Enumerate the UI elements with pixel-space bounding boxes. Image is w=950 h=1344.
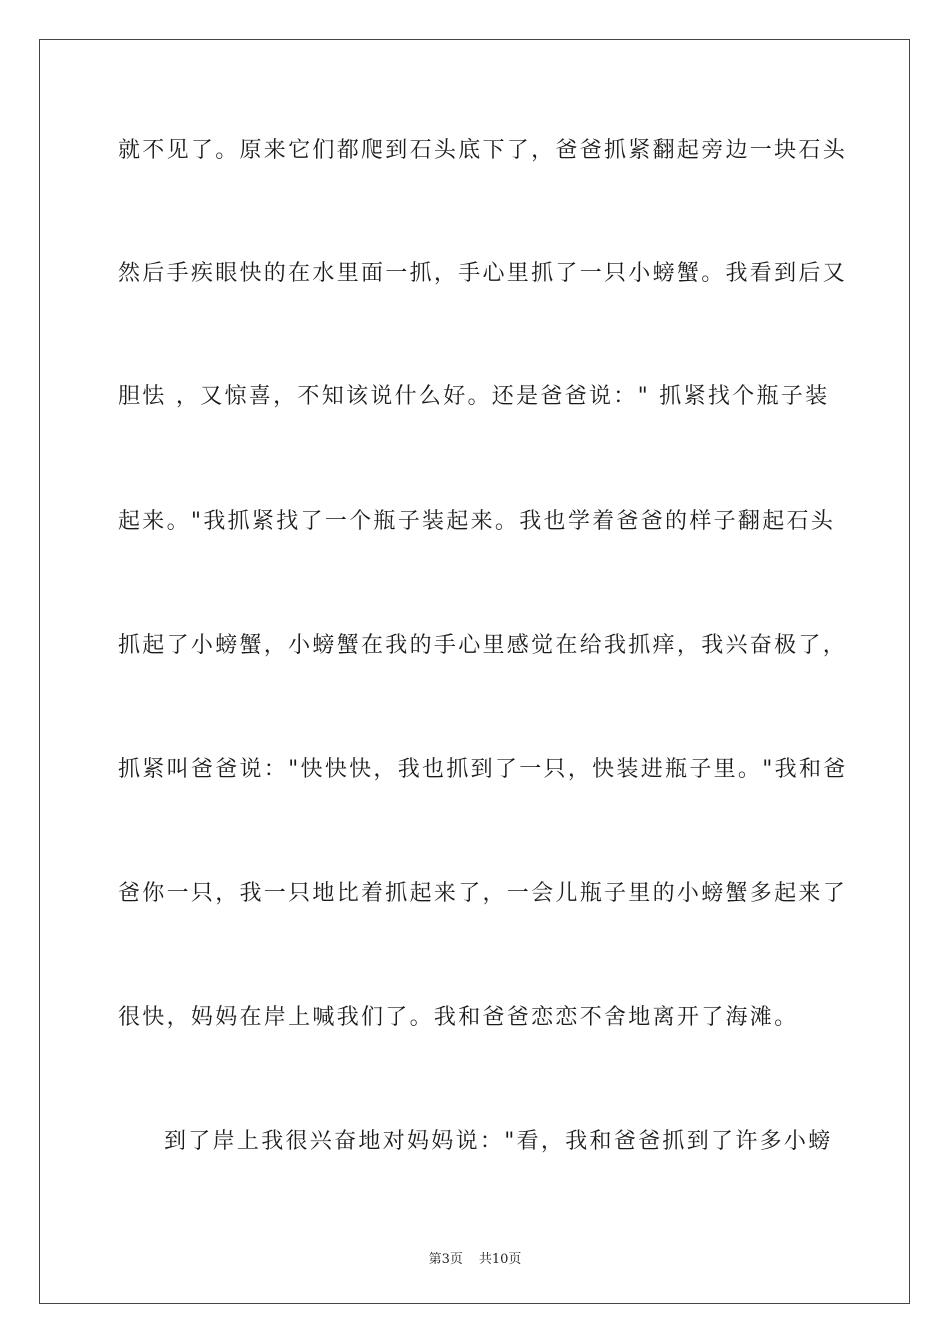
page-footer (0, 1248, 950, 1267)
body-line-7: 爸你一只，我一只地比着抓起来了，一会儿瓶子里的小螃蟹多起来了 (118, 881, 848, 906)
body-line-5: 抓起了小螃蟹，小螃蟹在我的手心里感觉在给我抓痒，我兴奋极了， (118, 633, 848, 658)
body-line-4: 起来。"我抓紧找了一个瓶子装起来。我也学着爸爸的样子翻起石头 (118, 509, 836, 534)
page-number: 第3页 (428, 1252, 463, 1267)
body-line-3: 胆怯 ，又惊喜，不知该说什么好。还是爸爸说：" 抓紧找个瓶子装 (118, 384, 830, 409)
page-total: 共10页 (478, 1252, 522, 1267)
page-border (39, 39, 910, 1304)
body-line-8: 很快，妈妈在岸上喊我们了。我和爸爸恋恋不舍地离开了海滩。 (118, 1005, 799, 1030)
body-line-9: 到了岸上我很兴奋地对妈妈说："看，我和爸爸抓到了许多小螃 (164, 1129, 833, 1154)
body-line-2: 然后手疾眼快的在水里面一抓，手心里抓了一只小螃蟹。我看到后又 (118, 261, 848, 286)
body-line-6: 抓紧叫爸爸说："快快快，我也抓到了一只，快装进瓶子里。"我和爸 (118, 757, 848, 782)
body-line-1: 就不见了。原来它们都爬到石头底下了，爸爸抓紧翻起旁边一块石头 (118, 138, 848, 163)
